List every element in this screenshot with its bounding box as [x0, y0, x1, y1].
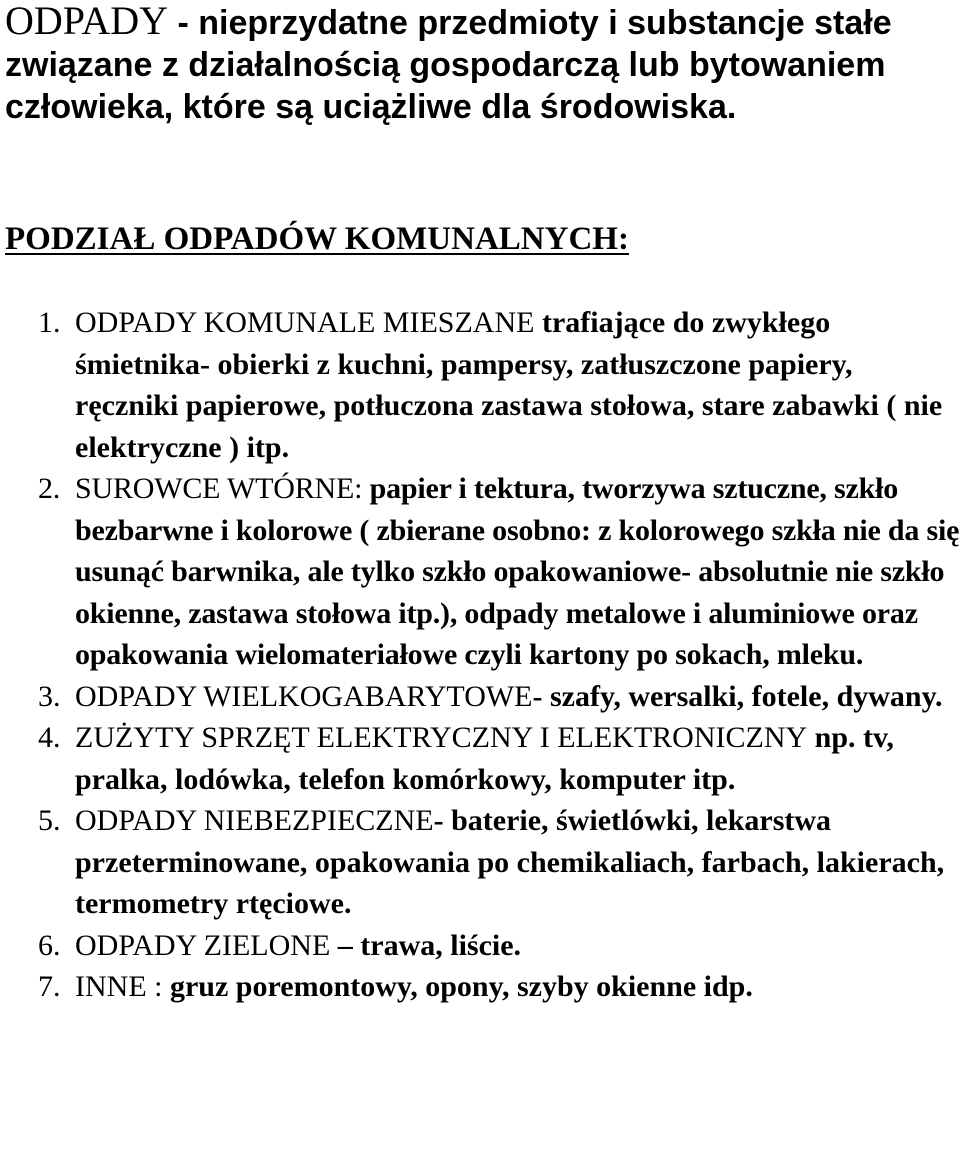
item-description: - baterie, świetlówki, lekarstwa przeterminowane, opakowania po chemikaliach, farbach, lakierach, termometry rtęciowe.: [75, 804, 945, 920]
definition-term: ODPADY: [5, 0, 169, 43]
list-item: [0, 800, 960, 925]
item-description: papier i tektura, tworzywa sztuczne, szkło bezbarwne i kolorowe ( zbierane osobno: z kolorowego szkła nie da się usunąć barwnika, ale tylko szkło opakowaniowe- absolutnie nie szkło okienne, zastawa stołowa itp.), odpady metalowe i aluminiowe oraz opakowania wielomateriałowe czyli kartony po sokach, mleku.: [75, 472, 960, 671]
item-number: 5.: [38, 804, 61, 837]
item-description: - szafy, wersalki, fotele, dywany.: [532, 679, 943, 713]
item-title: ODPADY KOMUNALE MIESZANE: [75, 306, 535, 339]
item-title: ODPADY ZIELONE: [75, 928, 331, 962]
item-number: 3.: [38, 679, 61, 713]
list-item: [0, 925, 960, 967]
list-item: [0, 717, 960, 800]
item-number: 4.: [38, 721, 61, 754]
item-title: SUROWCE WTÓRNE:: [75, 472, 363, 505]
list-item: [0, 966, 960, 1008]
waste-categories-list: [0, 302, 960, 1008]
item-number: 7.: [38, 970, 61, 1003]
definition-text: - nieprzydatne przedmioty i substancje stałe związane z działalnością gospodarczą lub bytowaniem człowieka, które są uciążliwe dla środowiska.: [5, 4, 892, 126]
item-description: – trawa, liście.: [330, 928, 522, 962]
list-item: [0, 676, 960, 718]
item-number: 6.: [38, 928, 61, 962]
item-description: np. tv, pralka, lodówka, telefon komórkowy, komputer itp.: [75, 721, 894, 796]
item-description: gruz poremontowy, opony, szyby okienne idp.: [162, 970, 753, 1003]
definition-paragraph: [5, 0, 955, 128]
section-heading: PODZIAŁ ODPADÓW KOMUNALNYCH:: [5, 221, 629, 257]
item-title: ODPADY NIEBEZPIECZNE: [75, 804, 434, 837]
item-number: 2.: [38, 472, 61, 505]
list-item: [0, 468, 960, 676]
item-title: INNE :: [75, 970, 163, 1003]
item-description: trafiające do zwykłego śmietnika- obierki z kuchni, pampersy, zatłuszczone papiery, ręczniki papierowe, potłuczona zastawa stołowa, stare zabawki ( nie elektryczne ) itp.: [75, 306, 943, 464]
list-item: [0, 302, 960, 468]
item-title: ZUŻYTY SPRZĘT ELEKTRYCZNY I ELEKTRONICZNY: [75, 721, 808, 754]
item-number: 1.: [38, 306, 61, 339]
item-title: ODPADY WIELKOGABARYTOWE: [75, 679, 533, 713]
